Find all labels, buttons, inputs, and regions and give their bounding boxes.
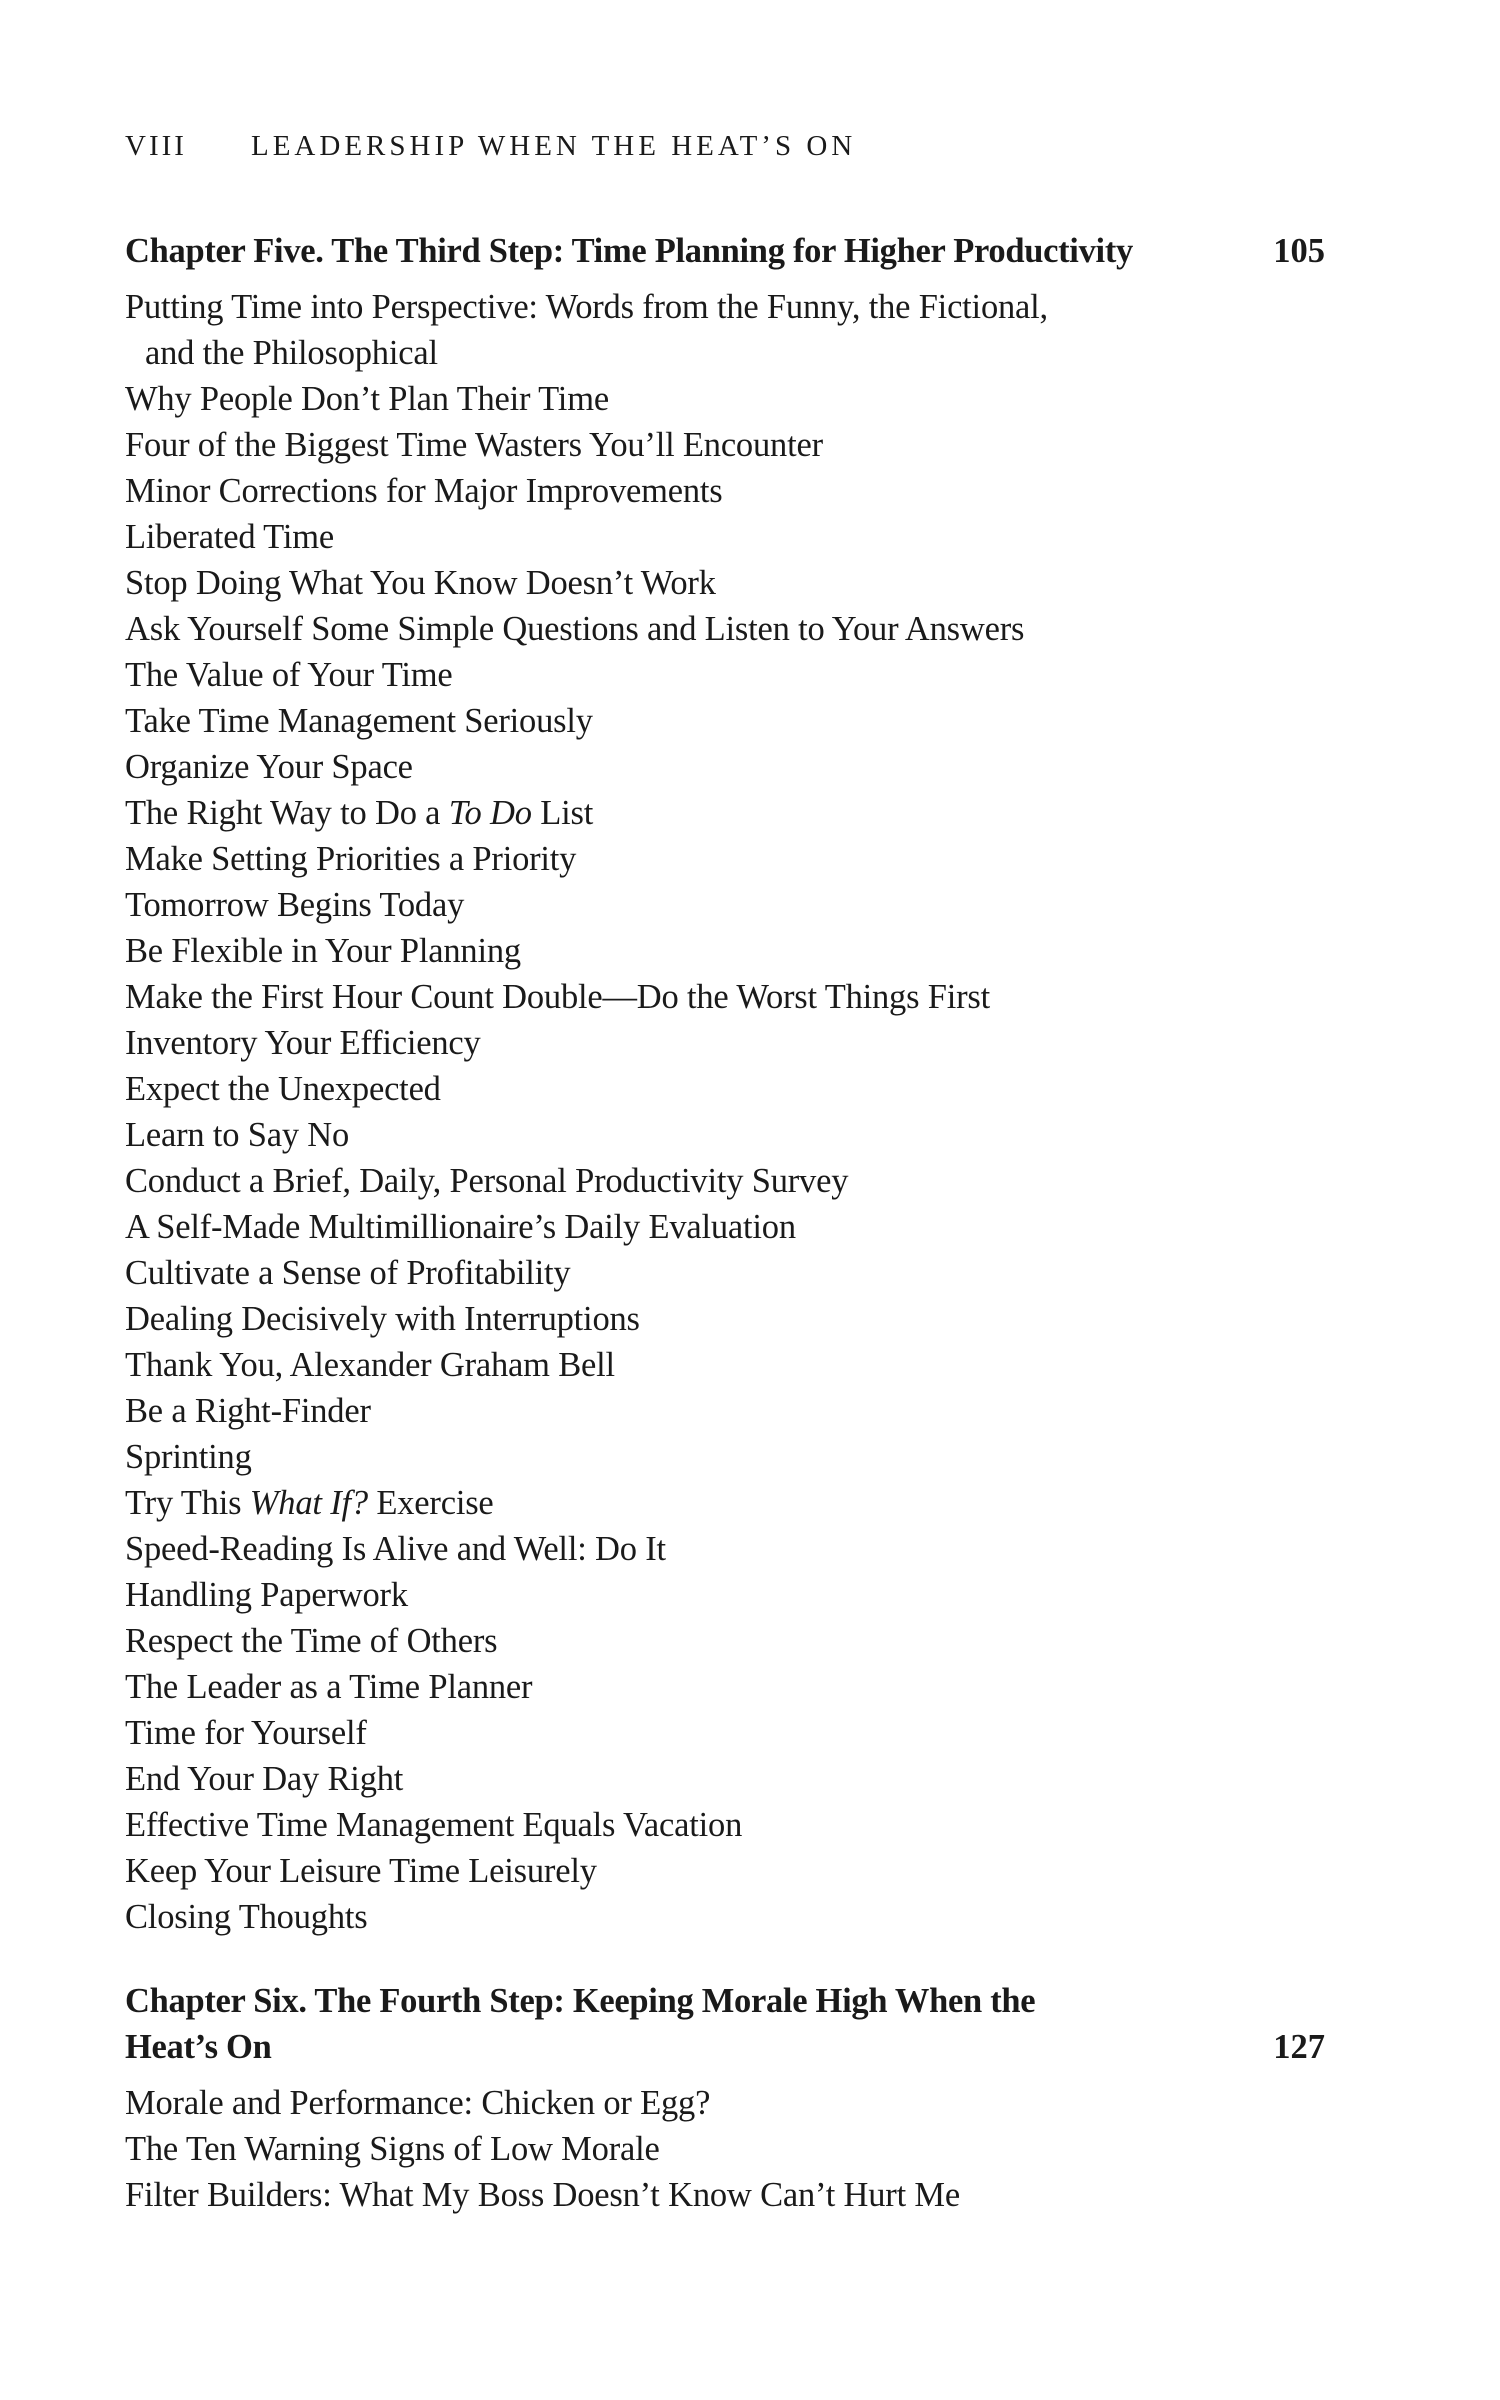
chapter-page-number: 105 [1273, 232, 1325, 270]
toc-entry-continuation: and the Philosophical [145, 334, 438, 372]
toc-entry: End Your Day Right [125, 1760, 404, 1798]
running-head [125, 130, 856, 163]
chapter-six-entries [125, 2080, 1325, 2218]
chapter-title: Chapter Six. The Fourth Step: Keeping Morale High When the Heat’s On [125, 1982, 1036, 2066]
toc-entry: Keep Your Leisure Time Leisurely [125, 1852, 597, 1890]
toc-entry-text: The Right Way to Do a [125, 794, 449, 832]
toc-entry-italic: To Do [448, 794, 532, 832]
toc-entry: Organize Your Space [125, 748, 413, 786]
toc-entry: Inventory Your Efficiency [125, 1024, 481, 1062]
toc-entry: Conduct a Brief, Daily, Personal Productivity Survey [125, 1162, 849, 1200]
toc-entry-text: List [531, 794, 594, 832]
toc-entry: Effective Time Management Equals Vacation [125, 1806, 743, 1844]
toc-entry: Expect the Unexpected [125, 1070, 441, 1108]
toc-entry: The Ten Warning Signs of Low Morale [125, 2130, 660, 2168]
chapter-page-number: 127 [1273, 2028, 1325, 2066]
toc-content [125, 228, 1325, 2218]
toc-entry-italic: What If? [249, 1484, 368, 1522]
toc-entry: Speed-Reading Is Alive and Well: Do It [125, 1530, 666, 1568]
toc-entry: Make Setting Priorities a Priority [125, 840, 577, 878]
toc-entry: Morale and Performance: Chicken or Egg? [125, 2084, 711, 2122]
chapter-title: Chapter Five. The Third Step: Time Planning for Higher Productivity [125, 232, 1133, 270]
toc-entry: Be Flexible in Your Planning [125, 932, 521, 970]
toc-entry: Filter Builders: What My Boss Doesn’t Know Can’t Hurt Me [125, 2176, 960, 2214]
toc-entry: Sprinting [125, 1438, 252, 1476]
toc-entry [125, 284, 1325, 376]
toc-entry: Closing Thoughts [125, 1898, 368, 1936]
toc-entry: Handling Paperwork [125, 1576, 408, 1614]
toc-entry: Minor Corrections for Major Improvements [125, 472, 723, 510]
toc-entry-text: Exercise [367, 1484, 494, 1522]
chapter-six-heading [125, 1978, 1325, 2070]
chapter-five-entries [125, 284, 1325, 1940]
toc-entry: Cultivate a Sense of Profitability [125, 1254, 571, 1292]
toc-entry [125, 790, 1325, 836]
toc-entry: Tomorrow Begins Today [125, 886, 465, 924]
toc-entry: The Value of Your Time [125, 656, 453, 694]
page-folio: VIII [125, 130, 187, 162]
toc-entry: Learn to Say No [125, 1116, 350, 1154]
toc-entry-line: Putting Time into Perspective: Words from the Funny, the Fictional, [125, 288, 1048, 326]
toc-entry: Why People Don’t Plan Their Time [125, 380, 609, 418]
toc-entry: Liberated Time [125, 518, 334, 556]
toc-entry: Be a Right-Finder [125, 1392, 371, 1430]
toc-entry-text: Try This [125, 1484, 250, 1522]
toc-entry: Ask Yourself Some Simple Questions and Listen to Your Answers [125, 610, 1025, 648]
toc-entry: Dealing Decisively with Interruptions [125, 1300, 640, 1338]
toc-entry [125, 1480, 1325, 1526]
toc-entry: A Self-Made Multimillionaire’s Daily Evaluation [125, 1208, 796, 1246]
toc-entry: Stop Doing What You Know Doesn’t Work [125, 564, 716, 602]
toc-entry: Take Time Management Seriously [125, 702, 593, 740]
toc-entry: Four of the Biggest Time Wasters You’ll Encounter [125, 426, 823, 464]
toc-entry: Time for Yourself [125, 1714, 367, 1752]
book-title: LEADERSHIP WHEN THE HEAT’S ON [251, 130, 857, 162]
toc-entry: Make the First Hour Count Double—Do the Worst Things First [125, 978, 991, 1016]
toc-entry: The Leader as a Time Planner [125, 1668, 533, 1706]
chapter-five-heading [125, 228, 1325, 274]
toc-entry: Thank You, Alexander Graham Bell [125, 1346, 615, 1384]
toc-entry: Respect the Time of Others [125, 1622, 498, 1660]
